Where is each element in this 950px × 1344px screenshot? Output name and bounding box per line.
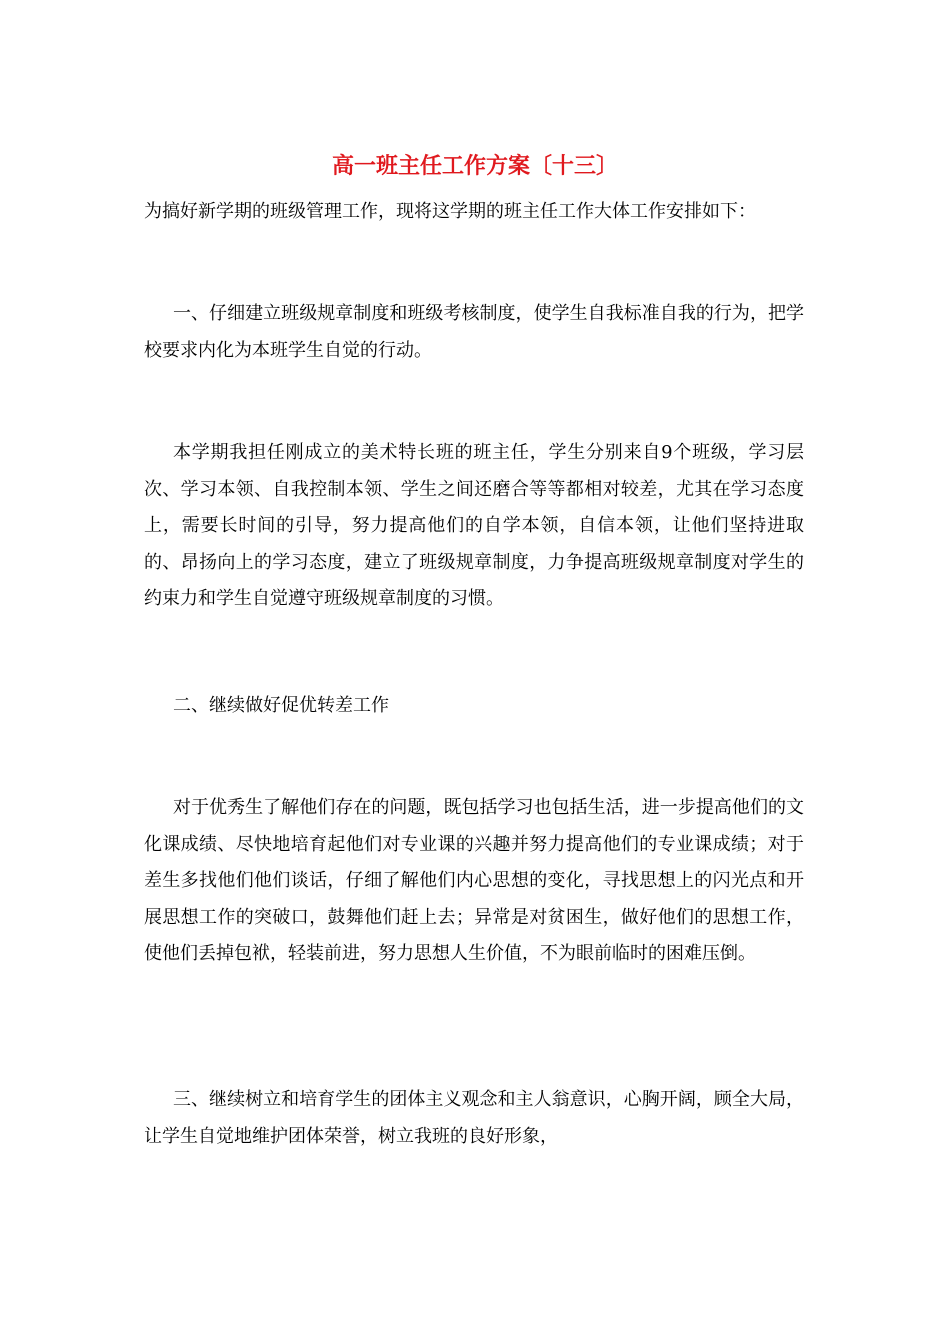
document-title: 高一班主任工作方案〔十三〕	[331, 153, 618, 179]
section-2-heading: 二、继续做好促优转差工作	[173, 695, 389, 716]
section-2-body: 对于优秀生了解他们存在的问题，既包括学习也包括生活，进一步提高他们的文化课成绩、尽快地培育起他们对专业课的兴趣并努力提高他们的专业课成绩；对于差生多找他们他们谈话，仔细了解他们内心思想的变化，寻找思想上的闪光点和开展思想工作的突破口，鼓舞他们赶上去；异常是对贫困生，做好他们的思想工作，使他们丢掉包袱，轻装前进，努力思想人生价值，不为眼前临时的困难压倒。	[144, 797, 804, 964]
section-3-heading: 三、继续树立和培育学生的团体主义观念和主人翁意识，心胸开阔，顾全大局，让学生自觉地维护团体荣誉，树立我班的良好形象，	[144, 1089, 804, 1147]
section-1-heading: 一、仔细建立班级规章制度和班级考核制度，使学生自我标准自我的行为，把学校要求内化为本班学生自觉的行动。	[144, 303, 804, 361]
section-1-body: 本学期我担任刚成立的美术特长班的班主任，学生分别来自9个班级，学习层次、学习本领、自我控制本领、学生之间还磨合等等都相对较差，尤其在学习态度上，需要长时间的引导，努力提高他们的自学本领，自信本领，让他们坚持进取的、昂扬向上的学习态度，建立了班级规章制度，力争提高班级规章制度对学生的约束力和学生自觉遵守班级规章制度的习惯。	[144, 442, 804, 609]
intro-paragraph: 为搞好新学期的班级管理工作，现将这学期的班主任工作大体工作安排如下：	[144, 201, 756, 222]
